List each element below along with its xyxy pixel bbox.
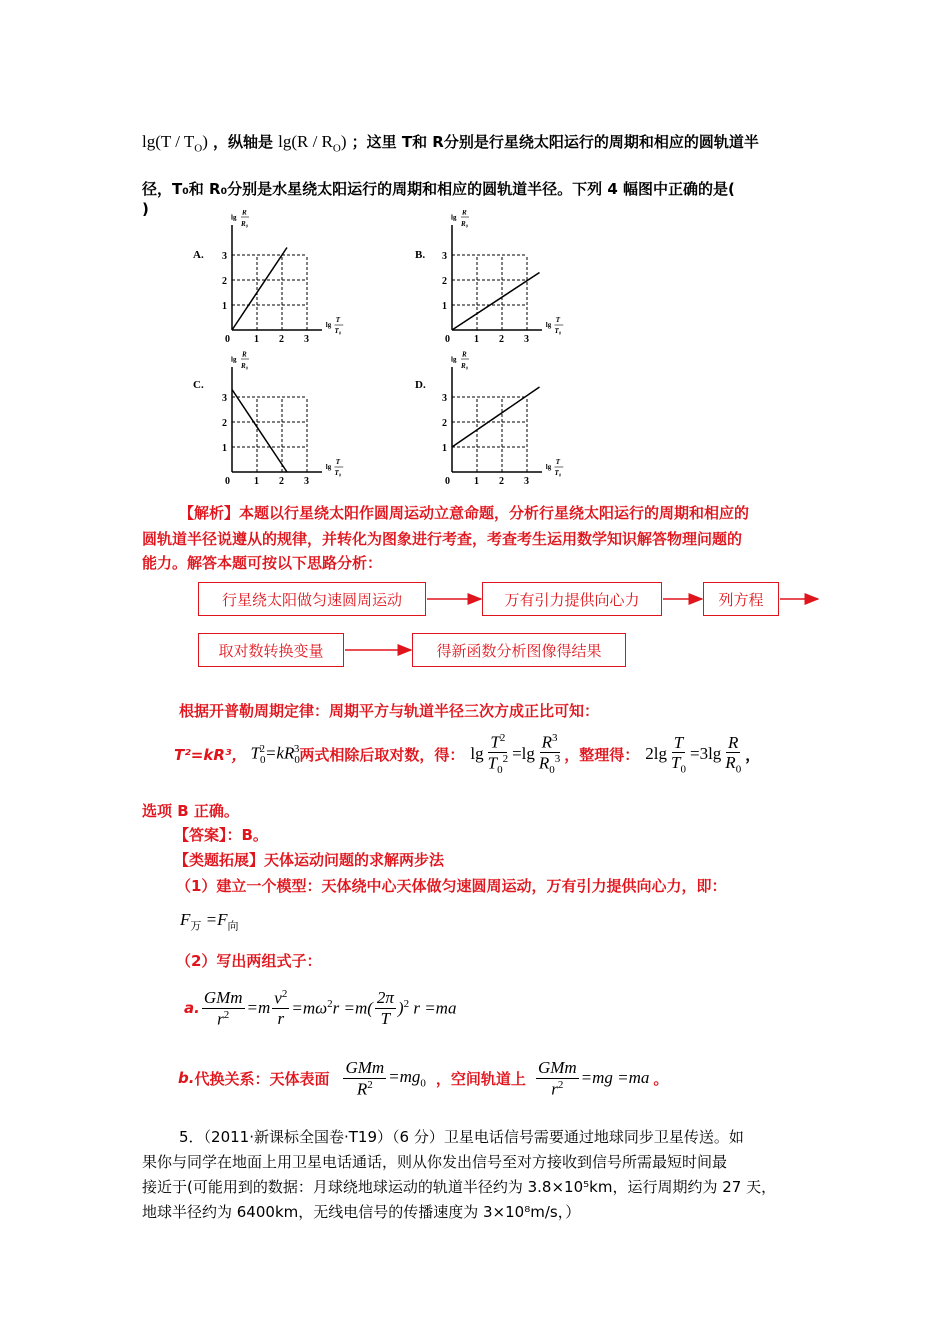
y-tick-label: 1 xyxy=(442,301,447,312)
y-axis-label: lg xyxy=(231,355,237,364)
q5-line1: 5．（2011·新课标全国卷·T19）（6 分）卫星电话信号需要通过地球同步卫星传送。如 xyxy=(179,1128,744,1146)
equation-b: b. 代换关系：天体表面 $\frac{\text{GMm}}{R^2}$ $=mg_0$ ，空间轨道上 $\frac{\text{GMm}}{r^2}$ =mg =ma 。 xyxy=(178,1058,669,1099)
q4-line1 xyxy=(142,131,759,154)
data-line xyxy=(452,273,540,331)
x-tick-label: 3 xyxy=(304,476,309,487)
x-axis-label: lg xyxy=(545,463,552,471)
y-tick-label: 2 xyxy=(442,276,447,287)
kepler-eq1: T²=kR³， xyxy=(174,745,247,764)
x-axis-label: lg xyxy=(545,321,552,329)
y-axis-frac-den: R₀ xyxy=(461,219,469,228)
q4-line1-end: ；这里 T和 R分别是行星绕太阳运行的周期和相应的圆轨道半 xyxy=(351,133,759,151)
flow-box-3: 列方程 xyxy=(703,582,779,616)
fraction-t-ratio: $\frac{T^2}{T_0^2}$ xyxy=(487,732,509,777)
y-tick-label: 2 xyxy=(222,418,227,429)
y-axis-frac-num: R xyxy=(242,210,247,217)
y-axis-frac-num: R xyxy=(242,350,247,359)
x-axis-frac-num: T xyxy=(335,316,341,324)
x-axis-frac-num: T xyxy=(555,316,561,324)
y-axis-frac-den: R₀ xyxy=(461,361,469,370)
x-axis-frac-num: T xyxy=(335,458,341,466)
x-tick-label: 3 xyxy=(304,334,309,345)
analysis-line3: 能力。解答本题可按以下思路分析： xyxy=(142,554,383,572)
analysis-line2: 圆轨道半径说遵从的规律，并转化为图象进行考查，考查考生运用数学知识解答物理问题的 xyxy=(142,530,743,548)
answer: 【答案】：B。 xyxy=(174,826,268,844)
x-tick-label: 2 xyxy=(279,476,284,487)
equation-a: a. $\frac{\text{GMm}}{r^2}$ =m $\frac{v^2}{r}$ $=m\omega^2r =m$( $\frac{2\pi}{T}$ )$^2$ r =ma xyxy=(184,988,457,1029)
x-axis-formula: $\lg(T / T_O)$ xyxy=(142,132,208,155)
x-tick-label: 1 xyxy=(254,476,259,487)
x-axis-label: lg xyxy=(325,321,332,329)
q5-line2: 果你与同学在地面上用卫星电话通话，则从你发出信号至对方接收到信号所需最短时间最 xyxy=(142,1153,728,1171)
origin-label: 0 xyxy=(445,334,450,345)
data-line xyxy=(232,390,287,473)
x-tick-label: 3 xyxy=(524,334,529,345)
x-tick-label: 2 xyxy=(499,334,504,345)
q4-line1-mid: ，纵轴是 xyxy=(212,133,273,151)
y-axis-frac-num: R xyxy=(462,210,467,217)
graph-label: C. xyxy=(193,379,204,391)
kepler-eq2: $T_0^2$ xyxy=(250,742,266,766)
y-axis-label: lg xyxy=(451,213,457,222)
flow-box-2: 万有引力提供向心力 xyxy=(482,582,662,616)
x-axis-frac-num: T xyxy=(555,458,561,466)
x-tick-label: 1 xyxy=(474,476,479,487)
y-axis-formula: $\lg(R / R_O)$ xyxy=(278,132,347,155)
extension-step1: （1）建立一个模型：天体绕中心天体做匀速圆周运动，万有引力提供向心力，即： xyxy=(176,877,727,895)
force-equation: $F_万 =F_向$ xyxy=(180,910,239,933)
kepler-line: 根据开普勒周期定律：周期平方与轨道半径三次方成正比可知： xyxy=(179,702,600,720)
data-line xyxy=(452,387,540,447)
kepler-mid-text: 两式相除后取对数，得： xyxy=(299,745,465,764)
y-tick-label: 3 xyxy=(442,393,447,404)
x-tick-label: 1 xyxy=(474,334,479,345)
y-tick-label: 1 xyxy=(222,443,227,454)
q4-line2: 径，T₀和 R₀分别是水星绕太阳运行的周期和相应的圆轨道半径。下列 4 幅图中正确的是( xyxy=(142,180,735,198)
q4-line3: ) xyxy=(142,200,149,218)
y-tick-label: 3 xyxy=(222,393,227,404)
flow-box-1: 行星绕太阳做匀速圆周运动 xyxy=(198,582,426,616)
x-tick-label: 2 xyxy=(499,476,504,487)
q5-line3: 接近于(可能用到的数据：月球绕地球运动的轨道半径约为 3.8×10⁵km，运行周期约为 27 天， xyxy=(142,1178,777,1196)
graph-label: D. xyxy=(415,379,426,391)
extension-step2: （2）写出两组式子： xyxy=(176,952,322,970)
y-tick-label: 1 xyxy=(442,443,447,454)
origin-label: 0 xyxy=(225,334,230,345)
y-axis-frac-den: R₀ xyxy=(241,219,249,228)
x-tick-label: 3 xyxy=(524,476,529,487)
y-tick-label: 1 xyxy=(222,301,227,312)
y-axis-frac-num: R xyxy=(462,350,467,359)
y-tick-label: 2 xyxy=(222,276,227,287)
y-tick-label: 2 xyxy=(442,418,447,429)
y-axis-frac-den: R₀ xyxy=(241,361,249,370)
y-tick-label: 3 xyxy=(222,251,227,262)
x-tick-label: 2 xyxy=(279,334,284,345)
x-axis-label: lg xyxy=(325,463,332,471)
q5-line4: 地球半径约为 6400km，无线电信号的传播速度为 3×10⁸m/s，） xyxy=(142,1203,581,1221)
y-axis-label: lg xyxy=(451,355,457,364)
extension-title: 【类题拓展】天体运动问题的求解两步法 xyxy=(174,851,445,869)
kepler-derivation: T²=kR³， $T_0^2$ $=kR_0^3$ 两式相除后取对数，得： lg $\frac{T^2}{T_0^2}$ =lg $\frac{R^3}{R_0^3}$ ，整理得： 2lg $\frac{T}{T_0}$ =3lg $\frac{R}{R_0}$ ， xyxy=(174,732,761,777)
x-axis-frac-den: T₀ xyxy=(554,469,562,477)
data-line xyxy=(232,248,287,331)
y-tick-label: 3 xyxy=(442,251,447,262)
kepler-conclusion: 选项 B 正确。 xyxy=(142,802,239,820)
origin-label: 0 xyxy=(445,476,450,487)
analysis-line1: 【解析】本题以行星绕太阳作圆周运动立意命题，分析行星绕太阳运行的周期和相应的 xyxy=(179,504,750,522)
flow-box-5: 得新函数分析图像得结果 xyxy=(412,633,626,667)
origin-label: 0 xyxy=(225,476,230,487)
flow-box-4: 取对数转换变量 xyxy=(198,633,344,667)
fraction-r-ratio: $\frac{R^3}{R_0^3}$ xyxy=(538,732,561,777)
x-axis-frac-den: T₀ xyxy=(554,327,562,335)
flow-arrows xyxy=(0,570,950,690)
x-axis-frac-den: T₀ xyxy=(334,327,342,335)
x-tick-label: 1 xyxy=(254,334,259,345)
x-axis-frac-den: T₀ xyxy=(334,469,342,477)
graph-label: A. xyxy=(193,249,204,261)
graph-label: B. xyxy=(415,249,426,261)
y-axis-label: lg xyxy=(231,213,237,222)
